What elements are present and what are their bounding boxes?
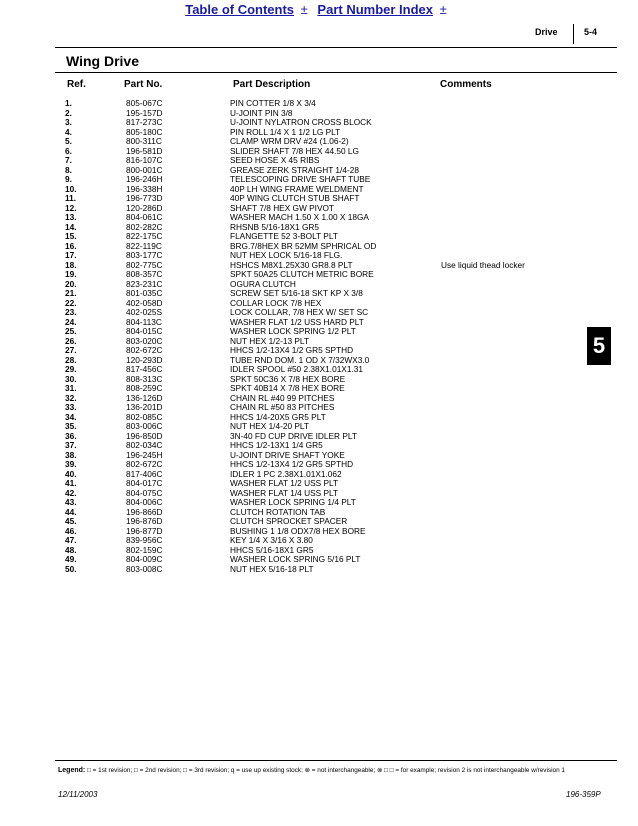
row-part-number: 195-157D <box>126 107 163 118</box>
row-ref: 43. <box>65 497 77 507</box>
part-number-index-link[interactable]: Part Number Index <box>317 2 434 17</box>
row-ref: 6. <box>65 145 72 156</box>
row-ref: 49. <box>65 554 77 564</box>
column-header-comments: Comments <box>440 79 492 90</box>
row-part-number: 802-034C <box>126 440 163 450</box>
row-ref: 4. <box>65 126 72 137</box>
row-description: SPKT 40B14 X 7/8 HEX BORE <box>230 383 345 393</box>
row-part-number: 196-866D <box>126 506 163 517</box>
row-description: WASHER LOCK SPRING 1/4 PLT <box>230 497 356 507</box>
row-description: U-JOINT NYLATRON CROSS BLOCK <box>230 117 372 127</box>
table-of-contents-link[interactable]: Table of Contents <box>185 2 295 17</box>
row-ref: 39. <box>65 459 77 469</box>
row-part-number: 805-180C <box>126 126 163 137</box>
row-ref: 33. <box>65 402 77 412</box>
row-description: CLUTCH SPROCKET SPACER <box>230 516 348 526</box>
table-row <box>0 527 638 537</box>
row-ref: 31. <box>65 383 77 393</box>
row-ref: 19. <box>65 269 77 279</box>
row-ref: 32. <box>65 392 77 403</box>
table-row <box>0 536 638 546</box>
row-part-number: 817-406C <box>126 468 163 479</box>
row-description: NUT HEX LOCK 5/16-18 FLG. <box>230 250 343 260</box>
row-ref: 7. <box>65 155 72 165</box>
row-part-number: 802-085C <box>126 411 163 422</box>
row-part-number: 801-035C <box>126 288 163 298</box>
row-comment: Use liquid thead locker <box>441 259 525 270</box>
row-part-number: 803-177C <box>126 250 163 260</box>
row-description: PIN COTTER 1/8 X 3/4 <box>230 98 316 108</box>
row-ref: 22. <box>65 297 77 308</box>
row-description: GREASE ZERK STRAIGHT 1/4-28 <box>230 164 359 175</box>
row-description: U-JOINT DRIVE SHAFT YOKE <box>230 449 345 460</box>
column-header-ref: Ref. <box>67 79 86 90</box>
row-ref: 9. <box>65 174 72 184</box>
footer-date: 12/11/2003 <box>58 790 98 799</box>
table-row <box>0 147 638 157</box>
column-header-part-no: Part No. <box>124 79 163 90</box>
row-description: TELESCOPING DRIVE SHAFT TUBE <box>230 174 371 184</box>
row-description: WASHER MACH 1.50 X 1.00 X 18GA <box>230 212 369 222</box>
row-description: 40P LH WING FRAME WELDMENT <box>230 183 364 194</box>
row-description: WASHER FLAT 1/4 USS PLT <box>230 487 339 498</box>
row-part-number: 802-282C <box>126 221 163 232</box>
footer-doc-number: 196-359P <box>566 790 601 799</box>
row-ref: 35. <box>65 421 77 431</box>
row-part-number: 804-113C <box>126 316 162 327</box>
row-ref: 41. <box>65 478 77 488</box>
legend-label: Legend: <box>58 767 86 774</box>
row-part-number: 196-581D <box>126 145 163 156</box>
row-part-number: 808-357C <box>126 269 163 279</box>
row-ref: 21. <box>65 288 77 298</box>
section-name: Drive <box>535 27 558 37</box>
row-part-number: 196-877D <box>126 525 163 536</box>
row-description: BRG.7/8HEX BR 52MM SPHRICAL OD <box>230 240 377 251</box>
row-ref: 26. <box>65 335 77 346</box>
row-part-number: 808-259C <box>126 383 163 393</box>
row-description: IDLER 1 PC 2.38X1.01X1.062 <box>230 468 342 479</box>
table-row <box>0 270 638 280</box>
row-description: HHCS 1/2-13X4 1/2 GR5 SPTHD <box>230 345 354 355</box>
row-ref: 12. <box>65 202 77 213</box>
row-description: HSHCS M8X1.25X30 GR8.8 PLT <box>230 259 353 270</box>
row-ref: 38. <box>65 449 77 460</box>
row-ref: 37. <box>65 440 77 450</box>
row-part-number: 800-001C <box>126 164 163 175</box>
table-row <box>0 413 638 423</box>
section-divider <box>573 24 574 44</box>
row-part-number: 803-020C <box>126 335 163 346</box>
row-part-number: 803-006C <box>126 421 163 431</box>
row-description: SHAFT 7/8 HEX GW PIVOT <box>230 202 335 213</box>
legend-text: □ = 1st revision; □ = 2nd revision; □ = 3rd revision; q = use up existing stock; ⊗ = not interchangeable; ⊗ □ □ = for example; revision 2 is not interchangeable w/revision 1 <box>87 767 565 774</box>
row-description: BUSHING 1 1/8 ODX7/8 HEX BORE <box>230 525 366 536</box>
row-description: IDLER SPOOL #50 2.38X1.01X1.31 <box>230 364 363 374</box>
row-part-number: 804-061C <box>126 212 163 222</box>
row-ref: 44. <box>65 506 77 517</box>
row-ref: 47. <box>65 535 77 545</box>
row-description: CLUTCH ROTATION TAB <box>230 506 326 517</box>
row-ref: 1. <box>65 98 72 108</box>
row-ref: 14. <box>65 221 77 232</box>
row-part-number: 802-672C <box>126 345 163 355</box>
row-ref: 46. <box>65 525 77 536</box>
title-rule <box>55 72 617 73</box>
chapter-tab: 5 <box>587 327 611 365</box>
row-part-number: 196-246H <box>126 174 163 184</box>
row-ref: 23. <box>65 307 77 317</box>
row-part-number: 816-107C <box>126 155 163 165</box>
row-part-number: 804-009C <box>126 554 163 564</box>
row-description: NUT HEX 1/2-13 PLT <box>230 335 310 346</box>
row-description: OGURA CLUTCH <box>230 278 296 289</box>
row-part-number: 808-313C <box>126 373 163 384</box>
row-part-number: 800-311C <box>126 136 162 146</box>
row-part-number: 196-245H <box>126 449 163 460</box>
row-part-number: 136-201D <box>126 402 163 412</box>
row-ref: 42. <box>65 487 77 498</box>
row-description: COLLAR LOCK 7/8 HEX <box>230 297 322 308</box>
row-ref: 36. <box>65 430 77 441</box>
row-description: NUT HEX 1/4-20 PLT <box>230 421 310 431</box>
row-description: HHCS 1/2-13X1 1/4 GR5 <box>230 440 323 450</box>
row-part-number: 817-273C <box>126 117 163 127</box>
table-row <box>0 327 638 337</box>
row-description: SEED HOSE X 45 RIBS <box>230 155 320 165</box>
row-part-number: 802-775C <box>126 259 163 270</box>
row-part-number: 822-119C <box>126 240 162 251</box>
row-description: SLIDER SHAFT 7/8 HEX 44.50 LG <box>230 145 359 156</box>
row-description: FLANGETTE 52 3-BOLT PLT <box>230 231 338 241</box>
row-description: CHAIN RL #50 83 PITCHES <box>230 402 335 412</box>
row-ref: 34. <box>65 411 77 422</box>
row-ref: 15. <box>65 231 77 241</box>
row-ref: 29. <box>65 364 77 374</box>
row-description: SPKT 50A25 CLUTCH METRIC BORE <box>230 269 374 279</box>
row-ref: 28. <box>65 354 77 365</box>
row-description: U-JOINT PIN 3/8 <box>230 107 293 118</box>
row-description: RHSNB 5/16-18X1 GR5 <box>230 221 320 232</box>
header-rule <box>55 47 617 48</box>
row-ref: 27. <box>65 345 77 355</box>
row-part-number: 823-231C <box>126 278 163 289</box>
row-description: 40P WING CLUTCH STUB SHAFT <box>230 193 360 203</box>
row-ref: 13. <box>65 212 77 222</box>
row-part-number: 136-126D <box>126 392 163 403</box>
row-description: WASHER FLAT 1/2 USS HARD PLT <box>230 316 364 327</box>
row-ref: 17. <box>65 250 77 260</box>
row-part-number: 196-338H <box>126 183 163 194</box>
row-ref: 50. <box>65 563 77 574</box>
row-ref: 10. <box>65 183 77 194</box>
row-description: PIN ROLL 1/4 X 1 1/2 LG PLT <box>230 126 341 137</box>
row-ref: 5. <box>65 136 72 146</box>
table-row <box>0 555 638 565</box>
page-number: 5-4 <box>584 27 598 37</box>
row-description: HHCS 5/16-18X1 GR5 <box>230 544 314 555</box>
row-ref: 25. <box>65 326 77 336</box>
row-ref: 18. <box>65 259 77 270</box>
row-ref: 2. <box>65 107 72 118</box>
row-description: HHCS 1/4-20X5 GR5 PLT <box>230 411 326 422</box>
row-part-number: 196-773D <box>126 193 163 203</box>
row-ref: 24. <box>65 316 77 327</box>
column-header-description: Part Description <box>233 79 311 90</box>
row-part-number: 402-025S <box>126 307 162 317</box>
row-ref: 20. <box>65 278 77 289</box>
table-row <box>0 99 638 109</box>
row-part-number: 804-075C <box>126 487 163 498</box>
row-part-number: 804-006C <box>126 497 163 507</box>
row-part-number: 120-293D <box>126 354 163 365</box>
row-part-number: 402-058D <box>126 297 163 308</box>
row-description: NUT HEX 5/16-18 PLT <box>230 563 314 574</box>
row-part-number: 196-850D <box>126 430 163 441</box>
row-part-number: 822-175C <box>126 231 163 241</box>
row-description: KEY 1/4 X 3/16 X 3.80 <box>230 535 313 545</box>
row-part-number: 839-956C <box>126 535 163 545</box>
parts-table <box>0 99 638 574</box>
row-ref: 16. <box>65 240 77 251</box>
row-part-number: 803-008C <box>126 563 163 574</box>
row-description: HHCS 1/2-13X4 1/2 GR5 SPTHD <box>230 459 354 469</box>
top-navigation <box>0 2 638 17</box>
legend-rule <box>55 760 617 761</box>
row-part-number: 804-015C <box>126 326 163 336</box>
row-description: TUBE RND DOM. 1 OD X 7/32WX3.0 <box>230 354 370 365</box>
row-part-number: 802-672C <box>126 459 163 469</box>
row-part-number: 817-456C <box>126 364 163 374</box>
table-row <box>0 565 638 575</box>
row-description: 3N-40 FD CUP DRIVE IDLER PLT <box>230 430 357 441</box>
row-part-number: 804-017C <box>126 478 163 488</box>
table-row <box>0 213 638 223</box>
page-title: Wing Drive <box>66 53 139 69</box>
row-description: SCREW SET 5/16-18 SKT KP X 3/8 <box>230 288 363 298</box>
row-description: WASHER FLAT 1/2 USS PLT <box>230 478 339 488</box>
row-description: WASHER LOCK SPRING 1/2 PLT <box>230 326 356 336</box>
row-ref: 8. <box>65 164 72 175</box>
row-part-number: 196-876D <box>126 516 163 526</box>
row-ref: 30. <box>65 373 77 384</box>
row-part-number: 120-286D <box>126 202 163 213</box>
row-ref: 40. <box>65 468 77 479</box>
row-ref: 11. <box>65 193 77 203</box>
row-description: WASHER LOCK SPRING 5/16 PLT <box>230 554 361 564</box>
legend <box>58 766 565 774</box>
row-description: SPKT 50C36 X 7/8 HEX BORE <box>230 373 346 384</box>
plus-icon: ± <box>300 2 308 17</box>
row-ref: 45. <box>65 516 77 526</box>
row-description: CHAIN RL #40 99 PITCHES <box>230 392 335 403</box>
row-description: CLAMP WRM DRV #24 (1.06-2) <box>230 136 349 146</box>
row-part-number: 802-159C <box>126 544 163 555</box>
row-part-number: 805-067C <box>126 98 163 108</box>
row-ref: 3. <box>65 117 72 127</box>
row-description: LOCK COLLAR, 7/8 HEX W/ SET SC <box>230 307 369 317</box>
plus-icon: ± <box>439 2 447 17</box>
row-ref: 48. <box>65 544 77 555</box>
